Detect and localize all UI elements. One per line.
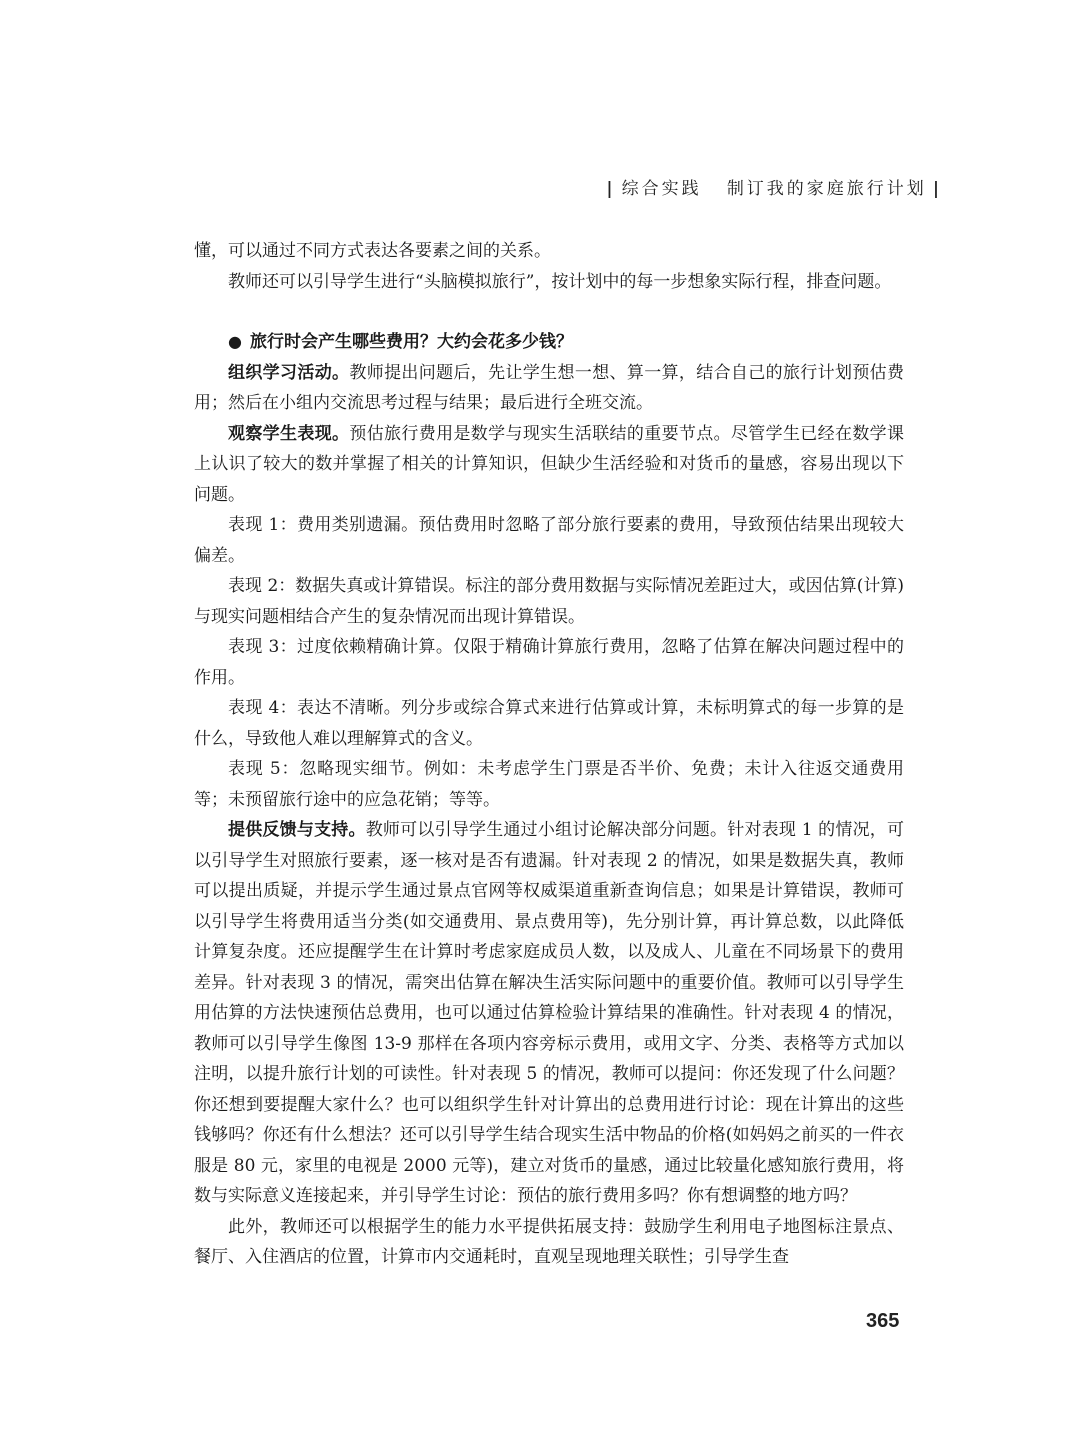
paragraph-observe-students: [194, 419, 904, 511]
question-text: 旅行时会产生哪些费用？大约会花多少钱？: [249, 332, 573, 352]
header-divider-right: |: [932, 179, 942, 199]
page-number: 365: [866, 1310, 900, 1332]
text-observe: 预估旅行费用是数学与现实生活联结的重要节点。尽管学生已经在数学课上认识了较大的数并掌握了相关的计算知识，但缺少生活经验和对货币的量感，容易出现以下问题。: [194, 423, 905, 505]
page-body: [194, 236, 904, 1273]
text-organize: 教师提出问题后，先让学生想一想、算一算，结合自己的旅行计划预估费用；然后在小组内交流思考过程与结果；最后进行全班交流。: [194, 362, 905, 413]
paragraph-extension: 此外，教师还可以根据学生的能力水平提供拓展支持：鼓励学生利用电子地图标注景点、餐厅、入住酒店的位置，计算市内交通耗时，直观呈现地理关联性；引导学生查: [194, 1216, 904, 1267]
header-divider-left: |: [606, 179, 616, 199]
bullet-icon: ●: [228, 332, 242, 351]
header-section: 综合实践: [621, 179, 702, 199]
lead-feedback: 提供反馈与支持。: [228, 820, 366, 840]
header-title: 制订我的家庭旅行计划: [726, 179, 927, 199]
paragraph-case-5: 表现 5：忽略现实细节。例如：未考虑学生门票是否半价、免费；未计入往返交通费用等；未预留旅行途中的应急花销；等等。: [194, 759, 904, 810]
paragraph-case-3: 表现 3：过度依赖精确计算。仅限于精确计算旅行费用，忽略了估算在解决问题过程中的作用。: [194, 637, 904, 688]
paragraph-case-4: 表现 4：表达不清晰。列分步或综合算式来进行估算或计算，未标明算式的每一步算的是什么，导致他人难以理解算式的含义。: [194, 698, 904, 749]
running-header: [600, 174, 948, 199]
lead-observe: 观察学生表现。: [228, 423, 350, 444]
paragraph-organize-activity: [194, 358, 904, 419]
paragraph-feedback-support: [194, 815, 904, 1212]
question-heading: [194, 327, 904, 358]
paragraph-mental-simulation: 教师还可以引导学生进行“头脑模拟旅行”，按计划中的每一步想象实际行程，排查问题。: [228, 271, 892, 292]
paragraph-case-2: 表现 2：数据失真或计算错误。标注的部分费用数据与实际情况差距过大，或因估算(计算)与现实问题相结合产生的复杂情况而出现计算错误。: [194, 576, 904, 627]
lead-organize: 组织学习活动。: [228, 362, 350, 383]
paragraph-continued: 懂，可以通过不同方式表达各要素之间的关系。: [194, 241, 551, 261]
text-feedback: 教师可以引导学生通过小组讨论解决部分问题。针对表现 1 的情况，可以引导学生对照旅行要素，逐一核对是否有遗漏。针对表现 2 的情况，如果是数据失真，教师可以提出质疑，并提示学生通过景点官网等权威渠道重新查询信息；如果是计算错误，教师可以引导学生将费用适当分类(如交通费用、景点费用等)，先分别计算，再计算总数，以此降低计算复杂度。还应提醒学生在计算时考虑家庭成员人数，以及成人、儿童在不同场景下的费用差异。针对表现 3 的情况，需突出估算在解决生活实际问题中的重要价值。教师可以引导学生用估算的方法快速预估总费用，也可以通过估算检验计算结果的准确性。针对表现 4 的情况，教师可以引导学生像图 13-9 那样在各项内容旁标示费用，或用文字、分类、表格等方式加以注明，以提升旅行计划的可读性。针对表现 5 的情况，教师可以提问：你还发现了什么问题？你还想到要提醒大家什么？也可以组织学生针对计算出的总费用进行讨论：现在计算出的这些钱够吗？你还有什么想法？还可以引导学生结合现实生活中物品的价格(如妈妈之前买的一件衣服是 80 元，家里的电视是 2000 元等)，建立对货币的量感，通过比较量化感知旅行费用，将数与实际意义连接起来，并引导学生讨论：预估的旅行费用多吗？你有想调整的地方吗？: [194, 820, 904, 1206]
paragraph-case-1: 表现 1：费用类别遗漏。预估费用时忽略了部分旅行要素的费用，导致预估结果出现较大偏差。: [194, 515, 904, 566]
